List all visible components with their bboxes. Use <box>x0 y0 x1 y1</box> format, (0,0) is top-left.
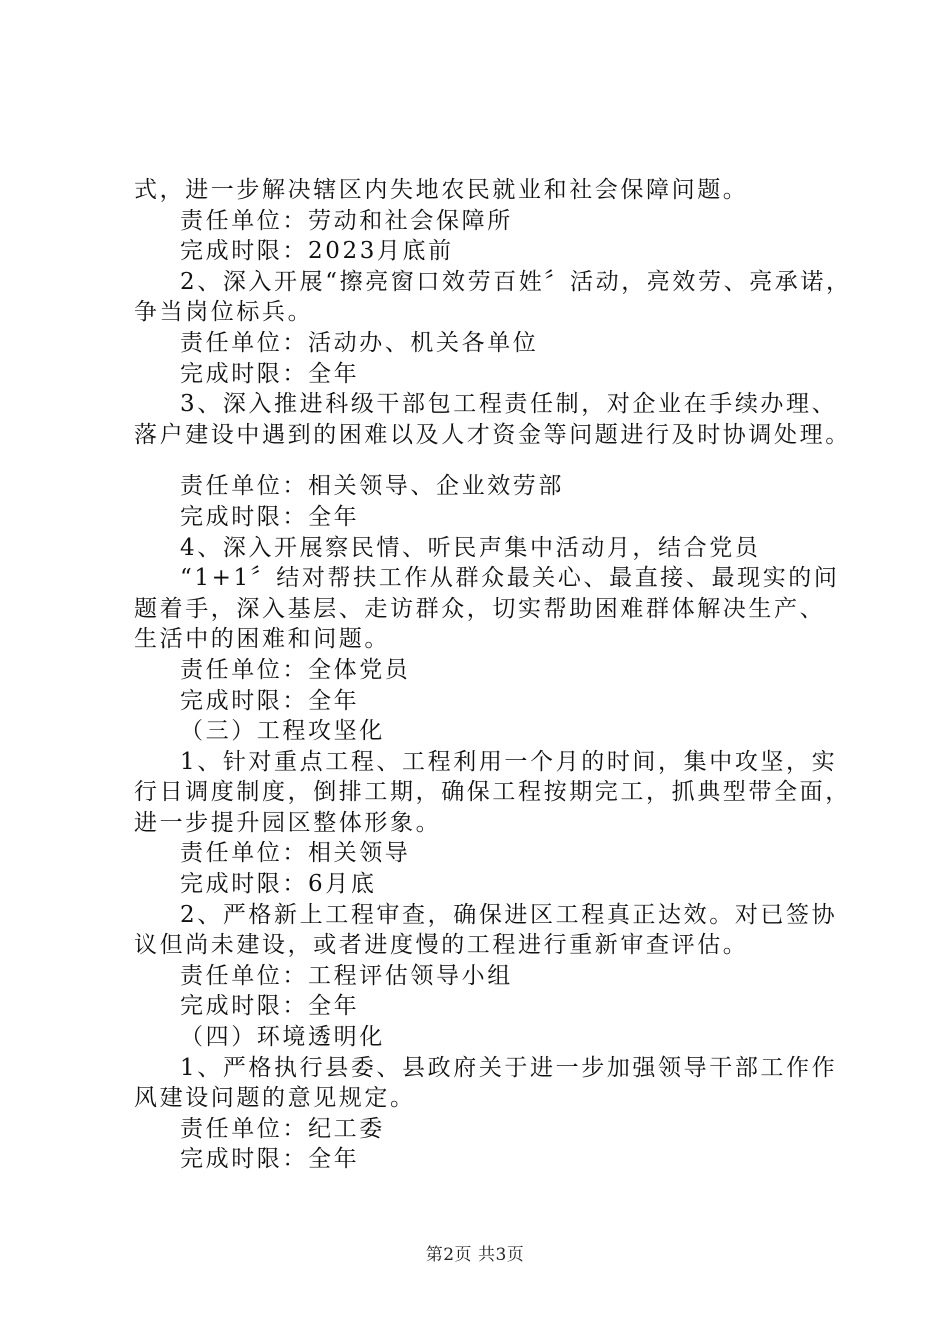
text-line: 2、严格新上工程审查，确保进区工程真正达效。对已签协 <box>180 901 838 928</box>
text-line: 行日调度制度，倒排工期，确保工程按期完工，抓典型带全面， <box>134 779 851 806</box>
text-line: 议但尚未建设，或者进度慢的工程进行重新审查评估。 <box>134 932 749 959</box>
text-line: 1、严格执行县委、县政府关于进一步加强领导干部工作作 <box>180 1054 838 1081</box>
text-line: 3、深入推进科级干部包工程责任制，对企业在手续办理、 <box>180 391 838 418</box>
text-line: 完成时限：全年 <box>180 1146 360 1173</box>
text-line: 2、深入开展“擦亮窗口效劳百姓〞活动，亮效劳、亮承诺， <box>180 268 852 295</box>
text-line: 责任单位：纪工委 <box>180 1115 385 1142</box>
text-line: “1+1〞结对帮扶工作从群众最关心、最直接、最现实的问 <box>180 565 840 592</box>
text-line: 责任单位：相关领导 <box>180 840 411 867</box>
text-line: 责任单位：劳动和社会保障所 <box>180 207 513 234</box>
text-line: 责任单位：相关领导、企业效劳部 <box>180 473 564 500</box>
text-line: 进一步提升园区整体形象。 <box>134 809 442 836</box>
text-line: 式，进一步解决辖区内失地农民就业和社会保障问题。 <box>134 177 749 203</box>
text-line: （三）工程攻坚化 <box>180 718 385 745</box>
text-line: 完成时限：全年 <box>180 993 360 1020</box>
text-line: 完成时限：2023月底前 <box>180 238 454 265</box>
paragraph-spacer <box>134 450 834 471</box>
text-line: 完成时限：全年 <box>180 503 360 530</box>
text-line: 落户建设中遇到的困难以及人才资金等问题进行及时协调处理。 <box>134 421 851 448</box>
text-line: 完成时限：6月底 <box>180 871 377 898</box>
text-line: （四）环境透明化 <box>180 1024 385 1051</box>
text-line: 争当岗位标兵。 <box>134 299 314 326</box>
page-footer: 第2页 共3页 <box>425 1245 525 1265</box>
text-line: 完成时限：全年 <box>180 687 360 714</box>
text-line: 4、深入开展察民情、听民声集中活动月，结合党员 <box>180 534 761 561</box>
text-line: 风建设问题的意见规定。 <box>134 1085 416 1112</box>
text-line: 生活中的困难和问题。 <box>134 626 390 653</box>
text-line: 责任单位：活动办、机关各单位 <box>180 329 539 356</box>
text-line: 1、针对重点工程、工程利用一个月的时间，集中攻坚，实 <box>180 748 838 775</box>
text-line: 完成时限：全年 <box>180 360 360 387</box>
document-body <box>134 175 852 1175</box>
text-line: 题着手，深入基层、走访群众，切实帮助困难群体解决生产、 <box>134 595 826 622</box>
text-line: 责任单位：全体党员 <box>180 656 411 683</box>
text-line: 责任单位：工程评估领导小组 <box>180 962 513 989</box>
